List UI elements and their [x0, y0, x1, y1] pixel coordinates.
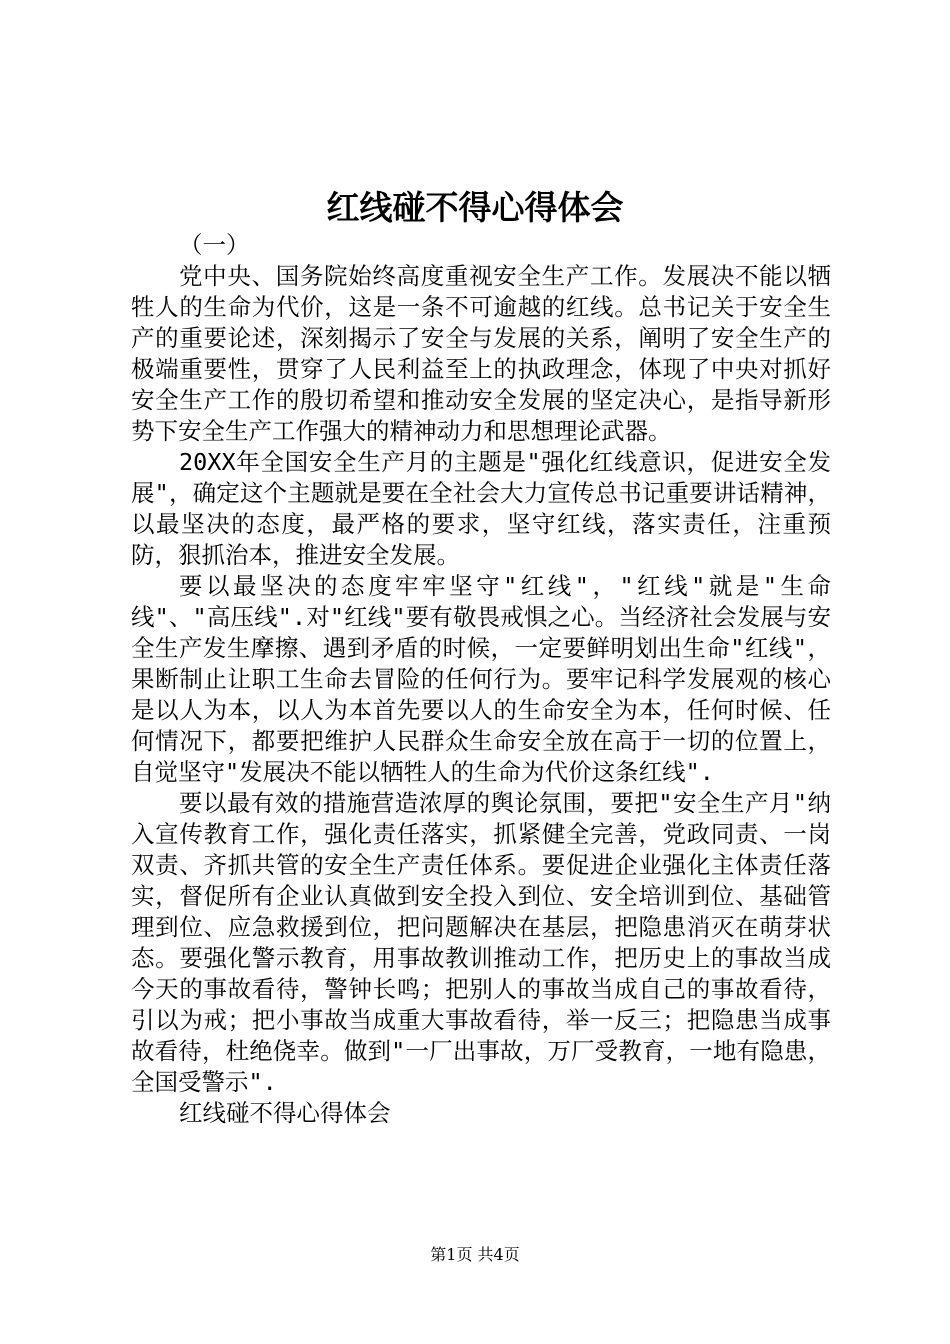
paragraph-3: 要以最坚决的态度牢牢坚守"红线"，"红线"就是"生命线"、"高压线".对"红线"要有敬畏戒惧之心。当经济社会发展与安全生产发生摩擦、遇到矛盾的时候，一定要鲜明划出生命"红线"，果断制止让职工生命去冒险的任何行为。要牢记科学发展观的核心是以人为本，以人为本首先要以人的生命安全为本，任何时候、任何情况下，都要把维护人民群众生命安全放在高于一切的位置上，自觉坚守"发展决不能以牺牲人的生命为代价这条红线". — [131, 572, 831, 786]
paragraph-4: 要以最有效的措施营造浓厚的舆论氛围，要把"安全生产月"纳入宣传教育工作，强化责任落实，抓紧健全完善，党政同责、一岗双责、齐抓共管的安全生产责任体系。要促进企业强化主体责任落实，督促所有企业认真做到安全投入到位、安全培训到位、基础管理到位、应急救援到位，把问题解决在基层，把隐患消灭在萌芽状态。要强化警示教育，用事故教训推动工作，把历史上的事故当成今天的事故看待，警钟长鸣；把别人的事故当成自己的事故看待，引以为戒；把小事故当成重大事故看待，举一反三；把隐患当成事故看待，杜绝侥幸。做到"一厂出事故，万厂受教育，一地有隐患，全国受警示". — [131, 789, 831, 1096]
section-label: （一） — [179, 231, 250, 259]
document-title: 红线碰不得心得体会 — [326, 188, 624, 227]
paragraph-5: 红线碰不得心得体会 — [179, 1099, 391, 1127]
page-footer: 第1页 共4页 — [430, 1245, 520, 1264]
paragraph-1: 党中央、国务院始终高度重视安全生产工作。发展决不能以牺牲人的生命为代价，这是一条不可逾越的红线。总书记关于安全生产的重要论述，深刻揭示了安全与发展的关系，阐明了安全生产的极端重要性，贯穿了人民利益至上的执政理念，体现了中央对抓好安全生产工作的殷切希望和推动安全发展的坚定决心，是指导新形势下安全生产工作强大的精神动力和思想理论武器。 — [131, 262, 831, 445]
document-body — [131, 230, 831, 1129]
paragraph-2: 20XX年全国安全生产月的主题是"强化红线意识，促进安全发展"，确定这个主题就是要在全社会大力宣传总书记重要讲话精神，以最坚决的态度，最严格的要求，坚守红线，落实责任，注重预防，狠抓治本，推进安全发展。 — [131, 448, 831, 569]
